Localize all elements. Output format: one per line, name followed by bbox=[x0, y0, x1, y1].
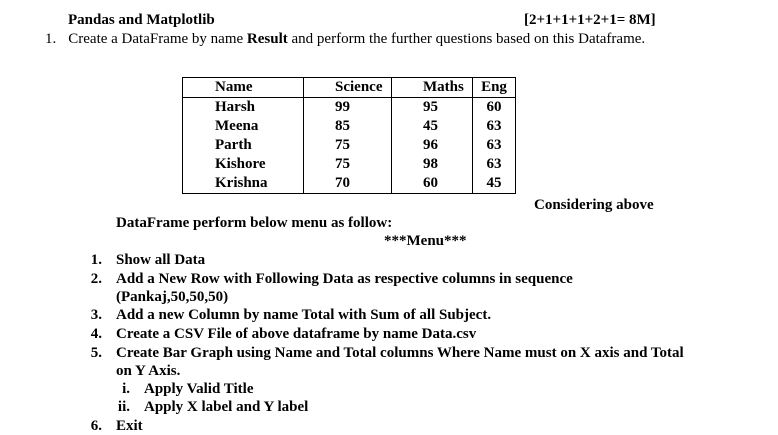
cell-eng: 63 bbox=[473, 136, 516, 155]
cell-eng: 45 bbox=[473, 174, 516, 194]
cell-maths: 45 bbox=[392, 117, 473, 136]
considering-text: Considering above bbox=[534, 197, 654, 213]
cell-name: Krishna bbox=[183, 174, 304, 194]
menu-title: ***Menu*** bbox=[384, 233, 467, 249]
table-header-row bbox=[183, 78, 516, 98]
table-row bbox=[183, 136, 516, 155]
header-eng: Eng bbox=[473, 78, 516, 98]
cell-maths: 98 bbox=[392, 155, 473, 174]
cell-science: 99 bbox=[304, 98, 392, 118]
table-row bbox=[183, 117, 516, 136]
menu-item-add-row-data: (Pankaj,50,50,50) bbox=[116, 289, 229, 305]
subitem-title: i. Apply Valid Title bbox=[122, 381, 254, 397]
cell-maths: 60 bbox=[392, 174, 473, 194]
menu-item-add-row: 2. Add a New Row with Following Data as respective columns in sequence bbox=[90, 271, 573, 287]
cell-eng: 63 bbox=[473, 117, 516, 136]
cell-science: 75 bbox=[304, 136, 392, 155]
cell-science: 85 bbox=[304, 117, 392, 136]
cell-maths: 96 bbox=[392, 136, 473, 155]
question-number: 1. bbox=[45, 31, 57, 47]
subitem-labels: ii. Apply X label and Y label bbox=[117, 399, 309, 415]
menu-item-show-all: 1. Show all Data bbox=[90, 252, 206, 268]
cell-name: Parth bbox=[183, 136, 304, 155]
menu-item-bar-graph: 5. Create Bar Graph using Name and Total columns Where Name must on X axis and Total bbox=[90, 345, 684, 361]
cell-eng: 60 bbox=[473, 98, 516, 118]
section-title: Pandas and Matplotlib bbox=[68, 12, 215, 28]
question-line bbox=[45, 30, 645, 48]
header-science: Science bbox=[304, 78, 392, 98]
header-maths: Maths bbox=[392, 78, 473, 98]
cell-name: Harsh bbox=[183, 98, 304, 118]
table-row bbox=[183, 174, 516, 194]
cell-name: Kishore bbox=[183, 155, 304, 174]
menu-item-exit: 6. Exit bbox=[90, 418, 143, 434]
cell-science: 75 bbox=[304, 155, 392, 174]
question-text-2: and perform the further questions based on this Dataframe. bbox=[287, 31, 646, 47]
header-name: Name bbox=[183, 78, 304, 98]
cell-eng: 63 bbox=[473, 155, 516, 174]
question-text-1: Create a DataFrame by name bbox=[68, 31, 247, 47]
menu-intro: DataFrame perform below menu as follow: bbox=[116, 215, 393, 231]
table-row bbox=[183, 98, 516, 118]
cell-science: 70 bbox=[304, 174, 392, 194]
dataframe-name: Result bbox=[246, 31, 288, 47]
menu-item-create-csv: 4. Create a CSV File of above dataframe by name Data.csv bbox=[90, 326, 477, 342]
result-table bbox=[182, 77, 516, 194]
cell-name: Meena bbox=[183, 117, 304, 136]
table-row bbox=[183, 155, 516, 174]
marks-label: [2+1+1+1+2+1= 8M] bbox=[524, 12, 656, 28]
menu-item-add-column: 3. Add a new Column by name Total with Sum of all Subject. bbox=[90, 307, 492, 323]
cell-maths: 95 bbox=[392, 98, 473, 118]
menu-item-bar-graph-cont: on Y Axis. bbox=[116, 363, 181, 379]
